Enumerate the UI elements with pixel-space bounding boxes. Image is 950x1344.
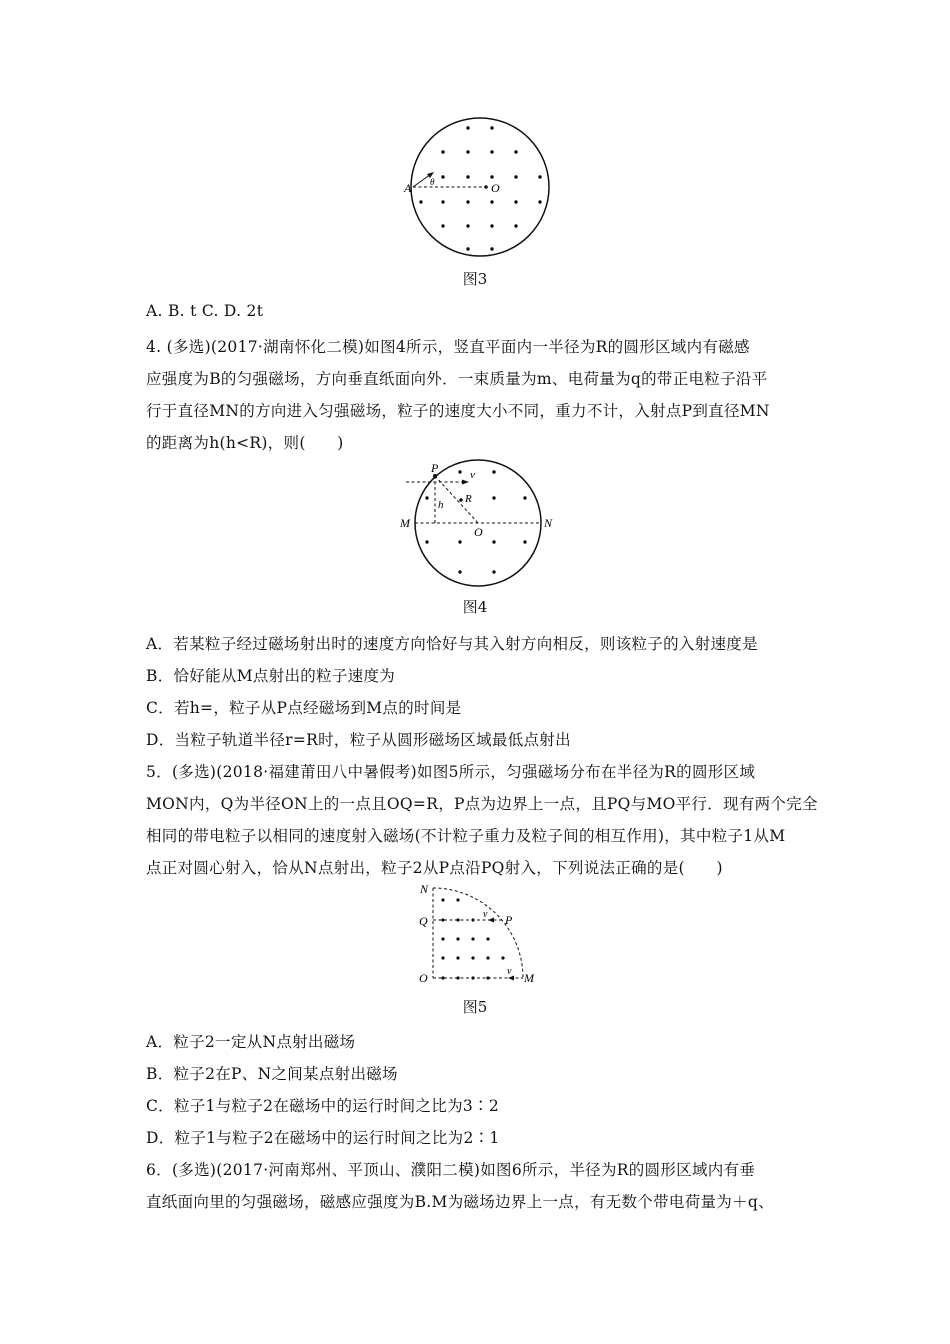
label-theta: θ <box>430 177 435 187</box>
q3-options: A. B. t C. D. 2t <box>146 302 264 320</box>
figure-3-caption: 图3 <box>462 270 488 288</box>
q4-option-b: B．恰好能从M点射出的粒子速度为 <box>146 667 396 685</box>
label-M: M <box>400 516 410 530</box>
figure-5 <box>410 880 545 985</box>
label-h: h <box>438 499 444 511</box>
q5-option-d: D．粒子1与粒子2在磁场中的运行时间之比为2∶1 <box>146 1129 500 1147</box>
label-N: N <box>420 882 429 896</box>
label-Q: Q <box>419 914 428 928</box>
label-A: A <box>404 181 412 195</box>
q5-option-b: B．粒子2在P、N之间某点射出磁场 <box>146 1065 398 1083</box>
q5-option-a: A．粒子2一定从N点射出磁场 <box>146 1033 356 1051</box>
label-v: v <box>470 469 475 481</box>
figure-4-caption: 图4 <box>462 598 488 616</box>
label-v-lower: v <box>507 966 512 977</box>
label-P: P <box>505 913 513 927</box>
q4-stem-line-4: 的距离为h(h<R)，则( ) <box>146 434 344 452</box>
label-M: M <box>524 971 534 985</box>
q5-option-c: C．粒子1与粒子2在磁场中的运行时间之比为3∶2 <box>146 1097 500 1115</box>
figure-4 <box>395 460 560 590</box>
figure-3 <box>405 112 555 262</box>
label-O: O <box>474 525 483 539</box>
q5-stem-line-2: MON内，Q为半径ON上的一点且OQ=R，P点为边界上一点，且PQ与MO平行．现有两个完全 <box>146 795 818 813</box>
label-P: P <box>431 461 439 475</box>
label-R: R <box>465 493 472 505</box>
q4-option-d: D．当粒子轨道半径r=R时，粒子从圆形磁场区域最低点射出 <box>146 731 571 749</box>
q4-option-a: A．若某粒子经过磁场射出时的速度方向恰好与其入射方向相反，则该粒子的入射速度是 <box>146 635 758 653</box>
label-N: N <box>544 516 553 530</box>
q6-stem-line-2: 直纸面向里的匀强磁场，磁感应强度为B.M为磁场边界上一点，有无数个带电荷量为＋q、 <box>146 1193 774 1211</box>
q4-stem-line-2: 应强度为B的匀强磁场，方向垂直纸面向外．一束质量为m、电荷量为q的带正电粒子沿平 <box>146 370 768 388</box>
q5-stem-line-1: 5．(多选)(2018·福建莆田八中暑假考)如图5所示，匀强磁场分布在半径为R的圆形区域 <box>146 763 756 781</box>
q4-option-c: C．若h=，粒子从P点经磁场到M点的时间是 <box>146 699 462 717</box>
figure-5-caption: 图5 <box>462 998 488 1016</box>
label-v-upper: v <box>483 909 488 920</box>
q4-stem-line-3: 行于直径MN的方向进入匀强磁场，粒子的速度大小不同，重力不计，入射点P到直径MN <box>146 402 770 420</box>
label-O: O <box>419 971 428 985</box>
q5-stem-line-3: 相同的带电粒子以相同的速度射入磁场(不计粒子重力及粒子间的相互作用)，其中粒子1从M <box>146 827 786 845</box>
q6-stem-line-1: 6．(多选)(2017·河南郑州、平顶山、濮阳二模)如图6所示，半径为R的圆形区域内有垂 <box>146 1161 756 1179</box>
q4-stem-line-1: 4. (多选)(2017·湖南怀化二模)如图4所示，竖直平面内一半径为R的圆形区域内有磁感 <box>146 338 750 356</box>
label-O: O <box>491 181 500 195</box>
q5-stem-line-4: 点正对圆心射入，恰从N点射出，粒子2从P点沿PQ射入，下列说法正确的是( ) <box>146 859 723 877</box>
